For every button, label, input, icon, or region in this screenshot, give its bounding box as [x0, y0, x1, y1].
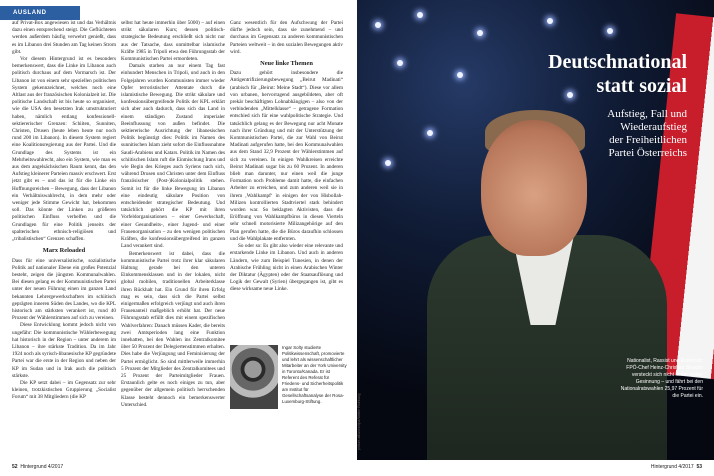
author-photo: [230, 345, 278, 409]
stage-light-icon: [417, 12, 423, 18]
paragraph: Ganz wesentlich für den Aufschwung der Partei dürfte jedoch sein, dass sie zunehmend – und durchaus im Gegensatz zu anderen kommunistischen Parteien weltweit – in den sozialen Bewegungen aktiv wird.: [230, 20, 343, 55]
cover-photo: [357, 0, 714, 460]
stage-light-icon: [607, 28, 613, 34]
stage-light-icon: [375, 22, 381, 28]
paragraph: Damals starben an nur einem Tag fast einhundert Menschen in Tripoli, und auch in den Folgejahren wurden Kommunisten immer wieder Opfer terroristischer Attentate durch die islamistische Bewegung. Die strikt säkulare und konfessionsübergreifende Politik der KPL erklärt sich aber auch dadurch, dass sich das Land in einem ständigen Zustand imperialer Beeinflussung von außen befindet. Die sektiererische Ausrichtung der libanesischen Politik begünstigt dies: Politik im Namen des sunnitischen Islam zieht sofort die Einflussnahme Saudi-Arabiens und Katars. Politik im Namen des schiitischen Islam ruft die Einmischung Irans und wie Begin des Krieges auch Syriens nach sich, während Drusen und Christen unter dem Einfluss französischer (Post-)Kolonialpolitik stehen. Somit ist für die linke Bewegung im Libanon eine eindeutig säkulare Position von entscheidender strategischer Bedeutung. Und tatsächlich gehört die KP mit ihren Vorfeldorganisationen – einer Gewerkschaft, einer Gesundheits-, einer Jugend- und einer Frauenorganisation – zu den wenigen politischen Kräften, die konfessionsübergreifend im ganzen Land verankert sind.: [121, 63, 225, 250]
paragraph: Die KP setzt dabei – im Gegensatz zur sehr kleinen, trotzkistischen Gruppierung „Socialist Forum“ mit 38 Mitgliedern (die KP: [12, 379, 116, 401]
paragraph: Diese Entwicklung kommt jedoch nicht von ungefähr: Die kommunistische Wählerbewegung hat historisch in der Region – unter anderem im Libanon – ihre stärkste Tradition. Da im Jahr 1924 noch als syrisch-libanesische KP gegründete Partei war die erste in der Region und neben der KP im Sudan und in Irak auch die politisch stärkste.: [12, 322, 116, 379]
text-column-2: [121, 20, 225, 460]
magazine-issue: Hintergrund 4/2017: [20, 464, 64, 470]
subheading: Neue linke Themen: [260, 60, 313, 68]
paragraph: Dazu gehört insbesondere die Antigentrifizierungsbewegung „Beirut Madinati“ (arabisch für „Beirut: Meine Stadt“). Diese vor allem von urbanen, hervorragend ausgebildeten, aber oft prekär beschäftigten Lohnabhängigen – also von der verbindenden „Mittelklasse“ – getragene Formation entschied sich für eine wahlpolitische Strategie. Und tatsächlich gelang es der Bewegung nur acht Monate nach ihrer Gründung und mit der Unterstützung der Kommunistischen Partei, die zur Wahl von Beirut Madinati aufgerufen hatte, bei den Kommunalwahlen aus dem Stand 32,9 Prozent der Wählerstimmen auf sich zu vereinen. In einigen Wahlkreisen erreichte Beirut Madinati sogar bis zu 60 Prozent. In anderen blieb man darunter, nur einen weil die junge Formation noch Probleme damit hatte, die einfachen Arbeiter zu erreichen, und zum anderen weil sie in ihrem ‚Wahlkampf‘ in einigen der von Hisbollah-Milizen kontrollierten Stadtviertel stark behindert worden war. So beklagten Aktivisten, dass die Eröffnung von Wahlkampfbüros in diesen Vierteln sehr schnell motorisierte Milizangehörige auf den Plan gerufen hatte, die die Büros daraufhin schlossen und die Wahlplakate entfernten.: [230, 70, 343, 242]
author-bio: Ingar Solty studierte Politikwissenschaft, promovierte und lehrt als wissenschaftlicher Mitarbeiter an der York University in Toronto/Kanada. Er ist Referent des Referat für Friedens- und Sicherheitspolitik am Institut für Gesellschaftsanalyse der Rosa-Luxemburg-Stiftung.: [282, 345, 347, 404]
paragraph: Dass für eine universalistische, sozialistische Politik auf nationaler Ebene ein großes Potenzial besteht, zeigen die jüngsten Kommunalwahlen. Bei diesen gelang es der Kommunistischen Partei unter der neuen Führung einen im ganzen Land bekannten Lehrergewerkschafters im schiitisch geprägten inneren Süden des Landes, wo die KPL historisch am stärksten verankert ist, rund 40 Prozent der Wählerstimmen auf sich zu vereinen.: [12, 257, 116, 322]
subheading: Marx Reloaded: [42, 247, 86, 255]
paragraph: Vor diesem Hintergrund ist es besonders bemerkenswert, dass die Linke im Libanon auch politisch durchaus auf dem Vormarsch ist. Der Libanon ist von einem sehr speziellen politischen System gekennzeichnet, welches noch eine Altlast aus der französischen Kolonialzeit ist. Die politische Landschaft ist bis heute so organisiert, wie die USA den besetzten Irak umstrukturiert haben, nämlich entlang konfessionell-sektiererischer Grenzen: Schiiten, Sunniten, Christen, Drusen (heute leben heute nur noch rund 200 im Libanon). In diesem System regiert eine Koalitionsregierung aus der Partei. Und die Grundlage des Systems ist ein Mehrheitswahlrecht, also ein System, wie man es aus dem angelsächsischen Raum kennt, das den Aufstieg kleinerer Parteien massiv erschwert. Erst jetzt gibt es – und das ist für die Linke ein Hoffnungsreichen – Bewegung, dass der Libanon ein Verhältniswahlrecht, in dem mehr oder weniger jede Stimme Gewicht hat, bekommen soll. Das könnte der Linken zu größeren politischen Einfluss verhelfen und die Grundlagen für eine Politik jenseits der spalterischen ethnisch-religiösen und „tribalistischen“ Grenzen schaffen.: [12, 56, 116, 243]
paragraph: So oder so: Es gibt also wieder eine relevante und erstarkende Linke im Libanon. Und auch in anderen Ländern, wie zum Beispiel Tunesien, in denen der Arabische Frühling nicht in einen Arabischen Winter der Diktatur (Ägypten) oder der Staatsauflösung und Logik der Gewalt (Syrien) übergegangen ist, gibt es diese wirksame neue Linke.: [230, 243, 343, 293]
stage-light-icon: [547, 18, 553, 24]
section-tag: AUSLAND: [0, 6, 80, 20]
right-page: [357, 0, 714, 476]
footer-right: [651, 464, 702, 470]
article-headline: Deutschnational statt sozial: [548, 51, 687, 97]
magazine-issue: Hintergrund 4/2017: [650, 464, 694, 470]
page-number: 52: [12, 464, 18, 470]
article-subheadline: Aufstieg, Fall und Wiederaufstieg der Freiheitlichen Partei Österreichs: [607, 108, 687, 159]
footer-left: [12, 464, 63, 470]
paragraph: Bemerkenswert ist dabei, dass die kommunistische Partei trotz ihrer klar säkularen Haltung gerade bei den unteren Einkommensklassen und in der lokalen, nicht global mobilen, traditionellen Arbeiterklasse ihren Rückhalt hat. Ein Grund für ihren Erfolg mag es sein, dass sich die Partei selbst einigermaßen erfolgreich verjüngt und auch ihren Frauenanteil maßgeblich erhöht hat. Der neue Führungsstab erfüllt dies mit einem spezifischen Wahlverfahren: Danach müssen Kader, die bereits zwei Amtsperioden lang eine Funktion innehatten, bei den Wahlen ins Zentralkomitee über 50 Prozent der Delegiertenstimmen erhalten. Dies habe die Verjüngung und Feminisierung der Partei ermöglicht. So sind mittlerweile immerhin 5 Prozent der Mitglieder des Zentralkomitees und 25 Prozent der Parteimitglieder Frauen. Erstaunlich gelte es noch einiges zu tun, aber gegenüber der allgemein politisch herrschenden Klasse besteht dennoch ein bemerkenswerter Unterschied.: [121, 250, 225, 408]
text-column-3: [230, 20, 343, 342]
photo-credit: picture-alliance/dpa/Walter Roinburg: [357, 393, 361, 450]
stage-light-icon: [385, 160, 391, 166]
paragraph: selbst hat heute immerhin über 5000) – auf einen strikt säkularen Kurs; dessen politisch-strategische Bedeutung erschließt sich nicht nur aus der Tatsache, dass unmittelbar islamische Kräfte 1985 in Tripoli etwa den Führungsstab der Kommunistischen Partei ermordeten.: [121, 20, 225, 63]
paragraph: auf Privat-Box angewiesen ist und das Verhältnis dazu einen entsprechend steigt. Die Geflüchteten werden außerdem häufig verwehrt genießt, dass es im Libanon drei Stunden am Tag keinen Strom gibt.: [12, 20, 116, 55]
stage-light-icon: [477, 30, 483, 36]
text-column-1: [12, 20, 116, 460]
photo-caption: Nationalist, Rassist und Extremist: FPÖ-Chef Heinz-Christian Strache versteckt sich nicht hinter seiner Gesinnung – und fährt bei den Nationalratswahlen 25,97 Prozent für die Partei ein.: [620, 358, 703, 399]
page-number: 53: [696, 464, 702, 470]
